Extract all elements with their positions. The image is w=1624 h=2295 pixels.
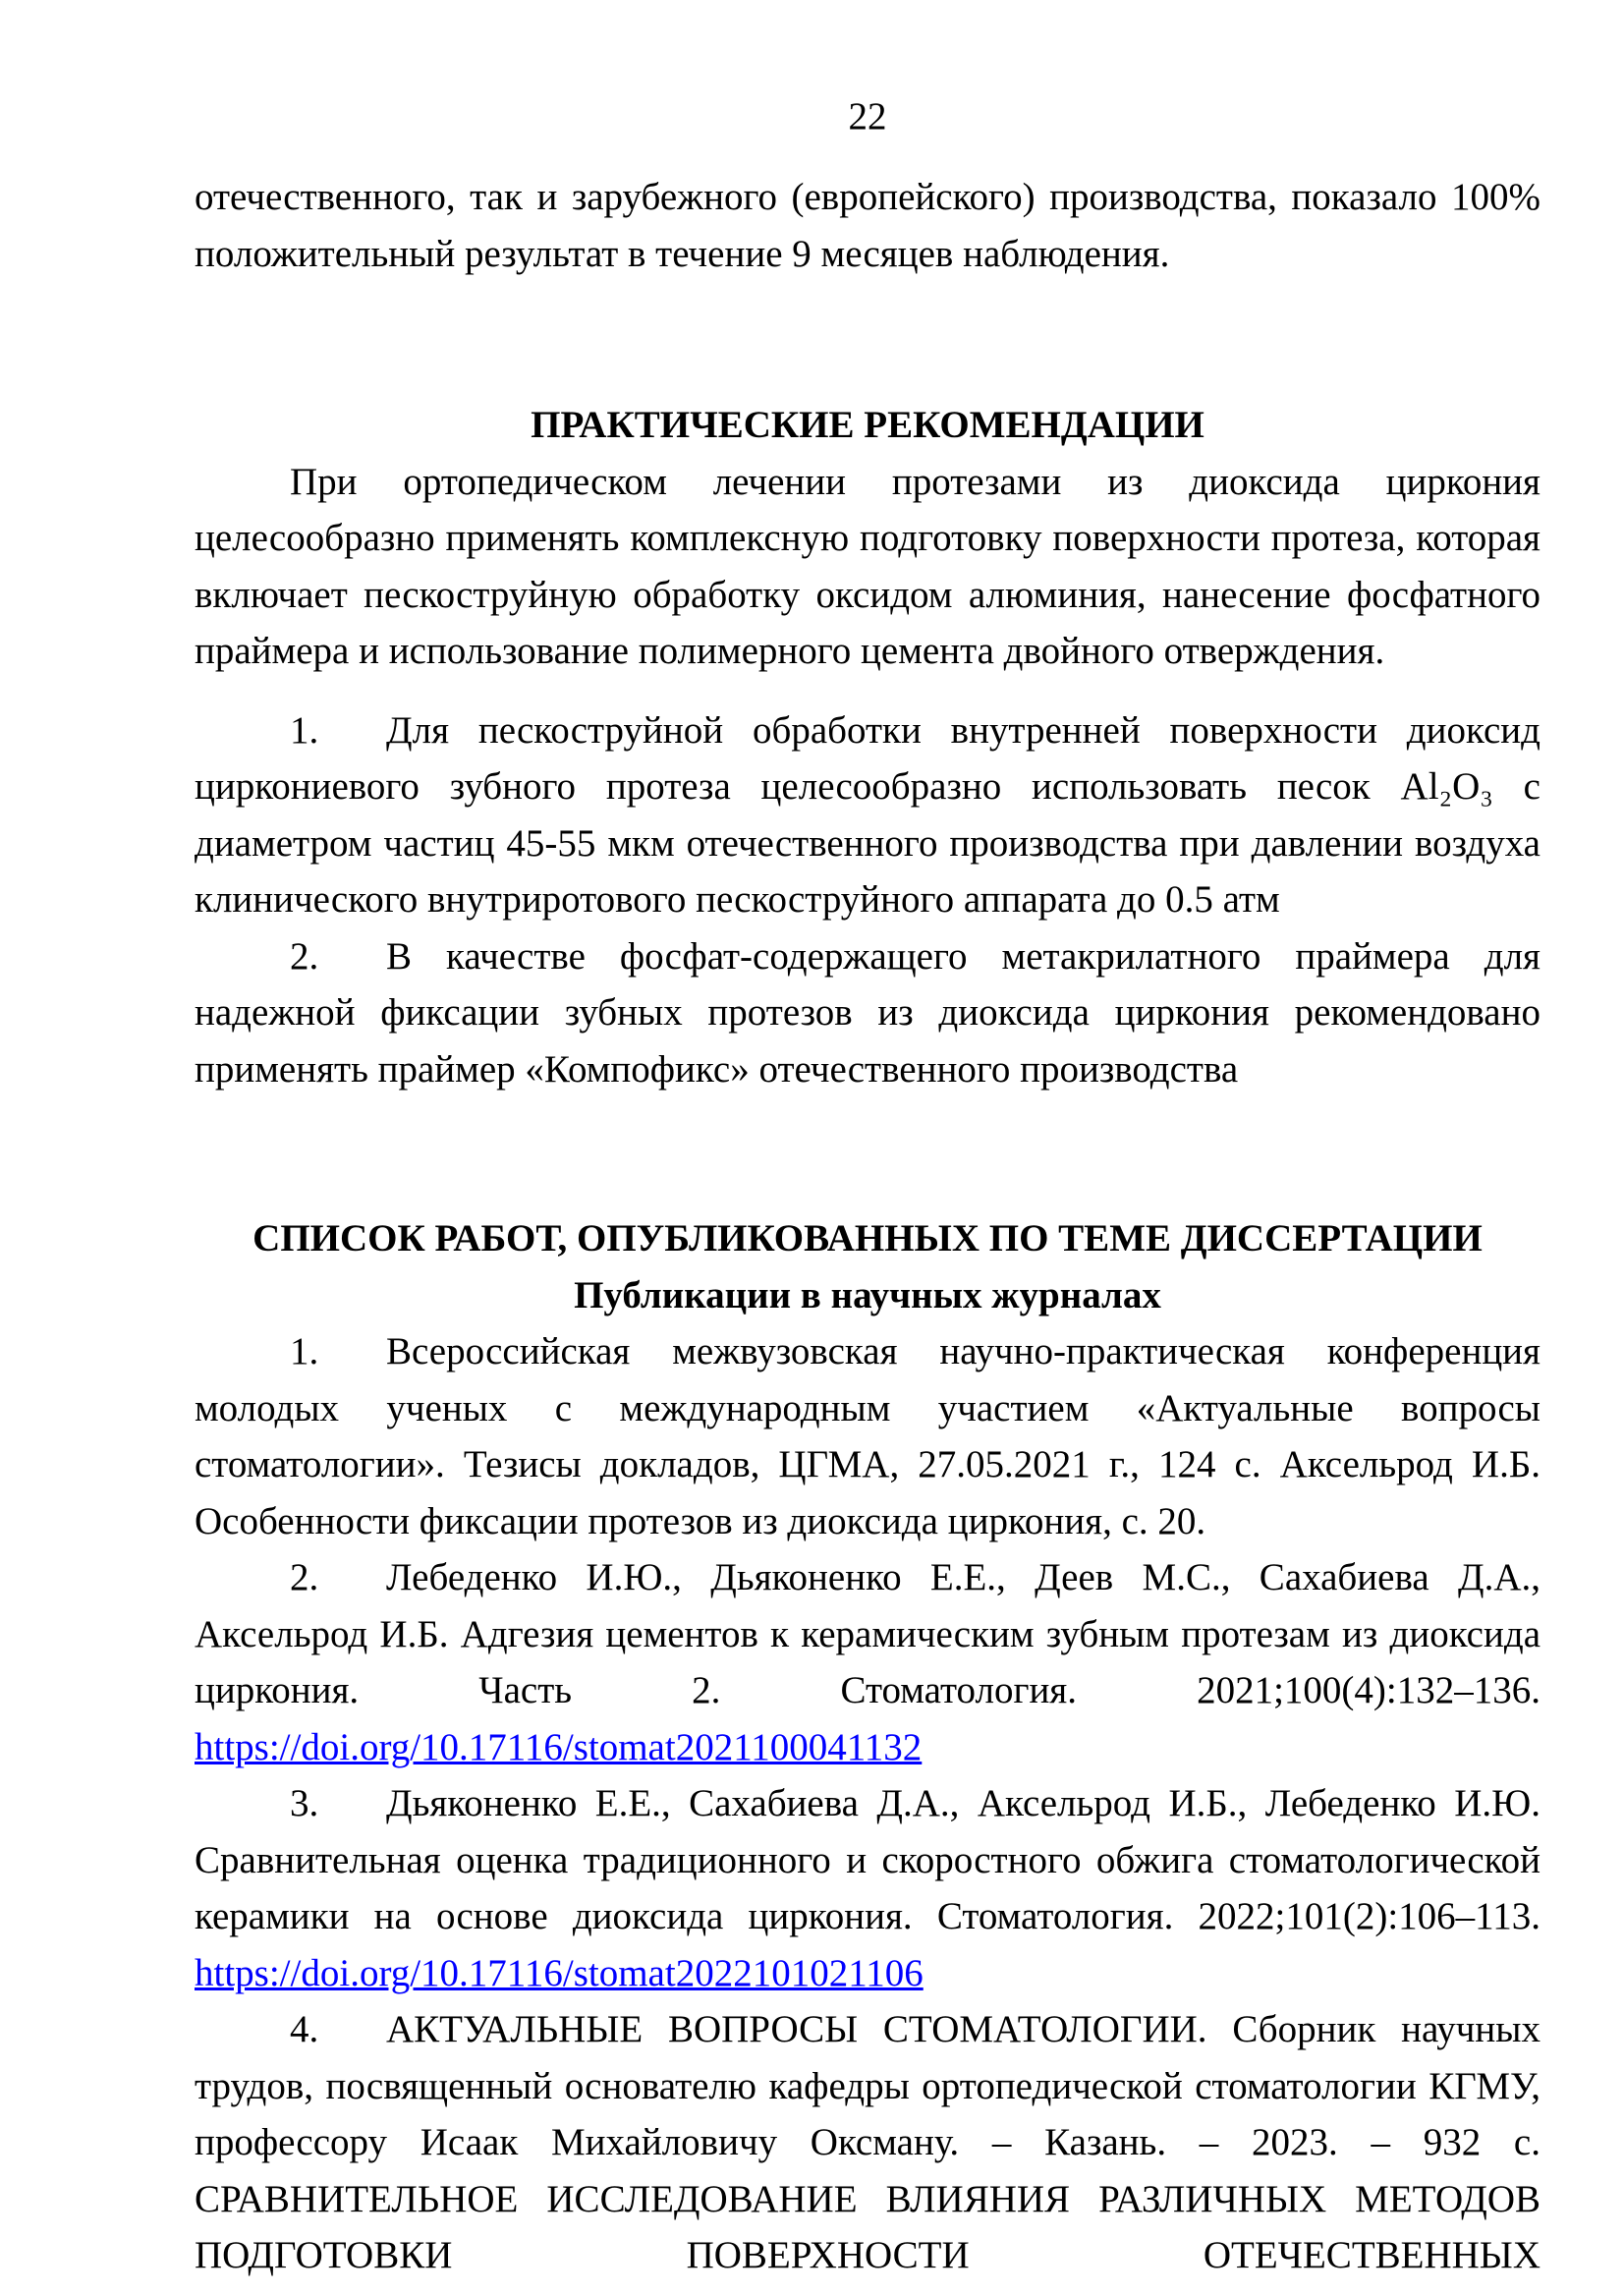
recommendation-item-1-number: 1. [290,708,319,752]
doi-link-stomat2022[interactable]: https://doi.org/10.17116/stomat2022101021106 [195,1951,924,1994]
publication-item-3-number: 3. [290,1782,319,1824]
recommendation-item-2-number: 2. [290,934,319,978]
practical-recommendations-heading: ПРАКТИЧЕСКИЕ РЕКОМЕНДАЦИИ [531,404,1204,446]
publication-item-4 [195,2001,1540,2284]
publication-item-3-text: Дьяконенко Е.Е., Сахабиева Д.А., Аксельрод И.Б., Лебеденко И.Ю. Сравнительная оценка традиционного и скоростного обжига стоматологической керамики на основе диоксида циркония. Стоматология. 2022;101(2):106–113. [195,1782,1540,1937]
publications-subheading: Публикации в научных журналах [574,1273,1161,1316]
doi-link-stomat2021[interactable]: https://doi.org/10.17116/stomat2021100041132 [195,1725,923,1768]
page-number: 22 [848,95,887,138]
publication-item-2-text: Лебеденко И.Ю., Дьяконенко Е.Е., Деев М.С., Сахабиева Д.А., Аксельрод И.Б. Адгезия цементов к керамическим зубным протезам из диоксида циркония. Часть 2. Стоматология. 2021;100(4):132–136. [195,1556,1540,1711]
publication-item-4-number: 4. [290,2008,319,2050]
recommendation-item-2-text: В качестве фосфат-содержащего метакрилатного праймера для надежной фиксации зубных протезов из диоксида циркония рекомендовано применять праймер «Компофикс» отечественного производства [195,934,1540,1091]
publication-item-2 [195,1549,1540,1775]
publication-item-1-text: Всероссийская межвузовская научно-практическая конференция молодых ученых с международным участием «Актуальные вопросы стоматологии». Тезисы докладов, ЦГМА, 27.05.2021 г., 124 с. Аксельрод И.Б. Особенности фиксации протезов из диоксида циркония, с. 20. [195,1330,1540,1542]
publication-item-4-text: АКТУАЛЬНЫЕ ВОПРОСЫ СТОМАТОЛОГИИ. Сборник научных трудов, посвященный основателю кафедры ортопедической стоматологии КГМУ, профессору Исаак Михайловичу Оксману. – Казань. – 2023. – 932 с. СРАВНИТЕЛЬНОЕ ИССЛЕДОВАНИЕ ВЛИЯНИЯ РАЗЛИЧНЫХ МЕТОДОВ ПОДГОТОВКИ ПОВЕРХНОСТИ ОТЕЧЕСТВЕННЫХ [195,2008,1540,2276]
recommendation-item-1-text: Для пескоструйной обработки внутренней поверхности диоксид циркониевого зубного протеза целесообразно использовать песок Al₂O₃ с диаметром частиц 45-55 мкм отечественного производства при давлении воздуха клинического внутриротового пескоструйного аппарата до 0.5 атм [195,708,1540,921]
publications-heading: СПИСОК РАБОТ, ОПУБЛИКОВАННЫХ ПО ТЕМЕ ДИССЕРТАЦИИ [252,1217,1483,1259]
recommendations-lead-paragraph: При ортопедическом лечении протезами из диоксида циркония целесообразно применять комплексную подготовку поверхности протеза, которая включает пескоструйную обработку оксидом алюминия, нанесение фосфатного праймера и использование полимерного цемента двойного отверждения. [195,460,1540,672]
recommendation-item-1 [195,702,1540,928]
publication-item-3 [195,1775,1540,2001]
publication-item-2-number: 2. [290,1556,319,1598]
recommendation-item-2 [195,928,1540,1098]
intro-paragraph: отечественного, так и зарубежного (европейского) производства, показало 100% положительный результат в течение 9 месяцев наблюдения. [195,176,1540,275]
publication-item-1 [195,1323,1540,1549]
publication-item-1-number: 1. [290,1330,319,1372]
